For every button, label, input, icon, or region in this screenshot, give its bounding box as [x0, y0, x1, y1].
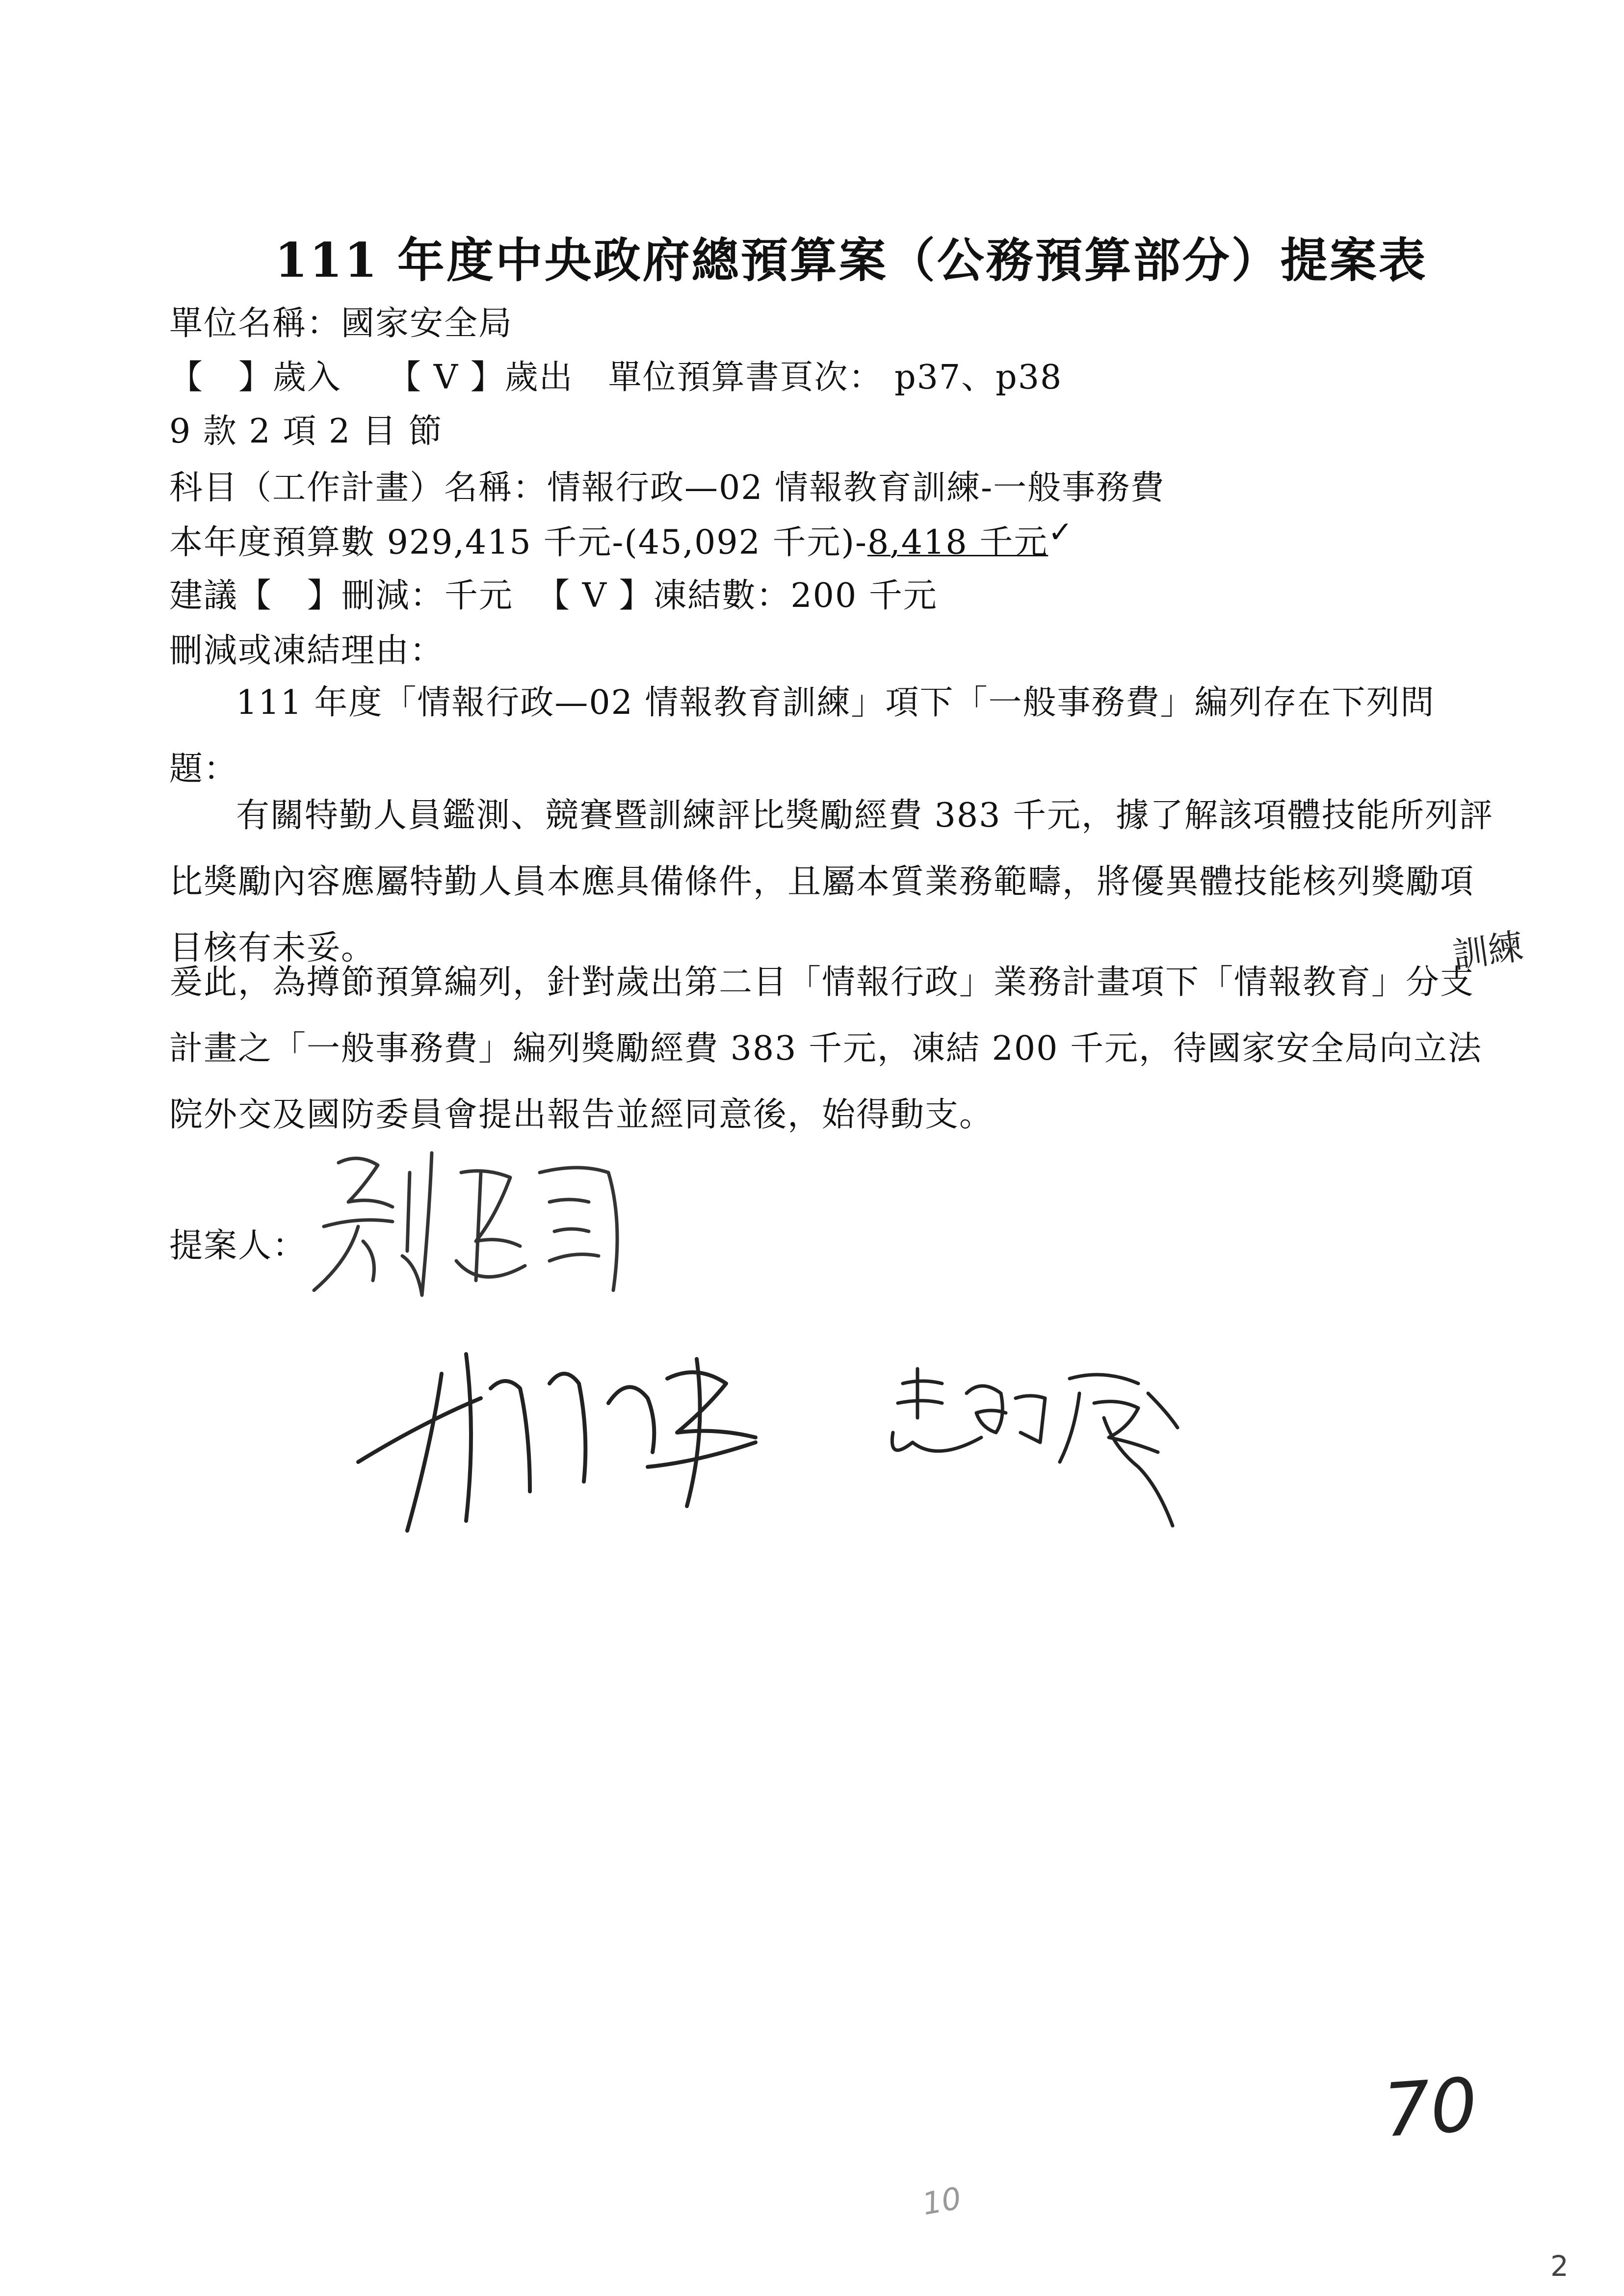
reason-paragraph-1: 111 年度「情報行政—02 情報教育訓練」項下「一般事務費」編列存在下列問題： — [169, 683, 1435, 788]
document-title: 111 年度中央政府總預算案（公務預算部分）提案表 — [275, 233, 1428, 288]
budget-line — [169, 515, 1074, 564]
reason-label: 刪減或凍結理由： — [169, 631, 445, 670]
signature-1-image — [304, 1143, 648, 1320]
revenue-expense-line: 【 】歲入 【 V 】歲出 單位預算書頁次： p37、p38 — [169, 358, 1063, 397]
proposer-label: 提案人： — [169, 1226, 307, 1265]
item-line: 9 款 2 項 2 目 節 — [169, 412, 443, 451]
reason-paragraph-3: 爰此，為撙節預算編列，針對歲出第二目「情報行政」業務計畫項下「情報教育」分支計畫之「一般事務費」編列獎勵經費 383 千元，凍結 200 千元，待國家安全局向立法院外交及國防委員會提出報告並經同意後，始得動支。 — [169, 963, 1483, 1134]
budget-line-prefix: 本年度預算數 929,415 千元-(45,092 千元)- — [169, 523, 867, 562]
signature-2-image — [353, 1344, 834, 1560]
page-number-large: 70 — [1381, 2062, 1480, 2154]
signature-3-image — [883, 1364, 1197, 1540]
handwritten-insert: 訓練 — [1450, 925, 1526, 976]
proposal-line: 建議【 】刪減：千元 【 V 】凍結數：200 千元 — [169, 576, 938, 615]
subject-line: 科目（工作計畫）名稱：情報行政—02 情報教育訓練-一般事務費 — [169, 469, 1165, 507]
page-number-pencil: 10 — [919, 2180, 964, 2222]
page-number-corner: 2 — [1550, 2249, 1569, 2283]
budget-marked-amount: 8,418 千元 — [867, 523, 1048, 562]
unit-name-line: 單位名稱：國家安全局 — [169, 304, 513, 343]
check-mark-icon: ✓ — [1048, 515, 1074, 549]
reason-paragraph-2: 有關特勤人員鑑測、競賽暨訓練評比獎勵經費 383 千元，據了解該項體技能所列評比獎勵內容應屬特勤人員本應具備條件，且屬本質業務範疇，將優異體技能核列獎勵項目核有未妥。 — [169, 796, 1494, 967]
